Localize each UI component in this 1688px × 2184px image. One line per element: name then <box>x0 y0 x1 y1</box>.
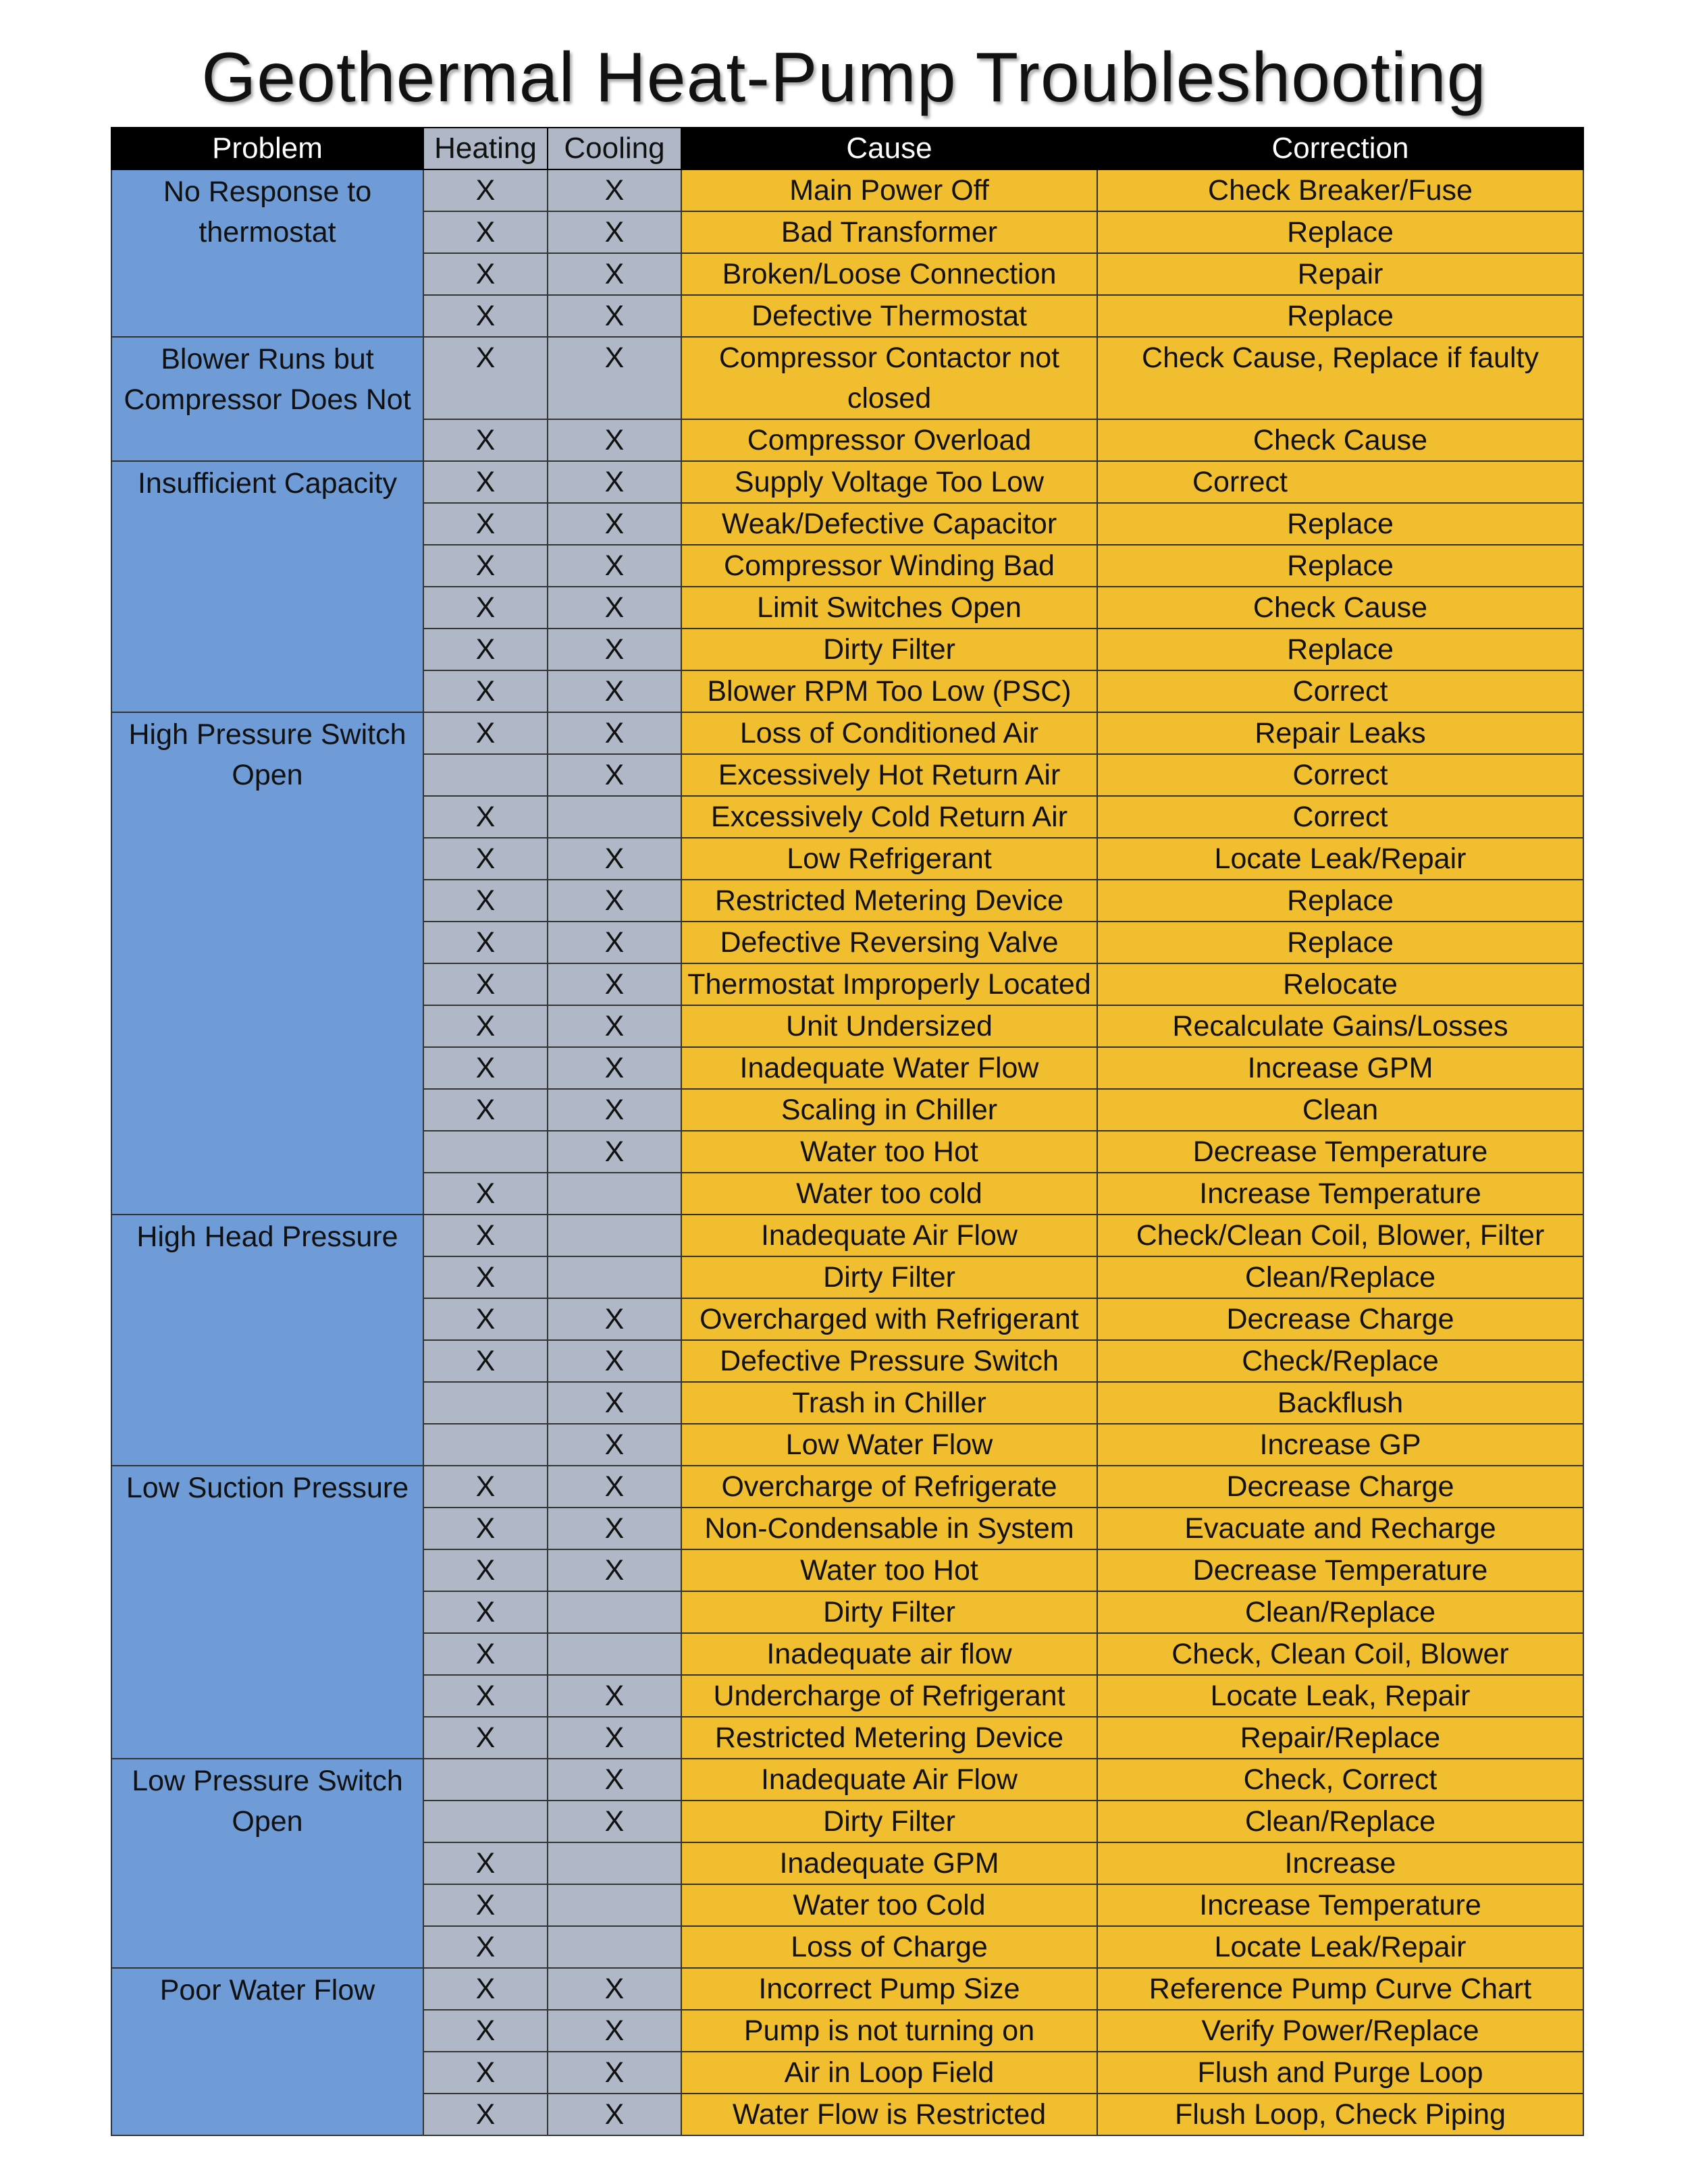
table-row <box>111 712 1583 754</box>
table-row <box>111 169 1583 211</box>
cause-cell: Blower RPM Too Low (PSC) <box>681 670 1097 712</box>
cooling-mark <box>548 796 681 838</box>
problem-cell: Poor Water Flow <box>111 1968 423 2135</box>
heating-mark: X <box>423 169 548 211</box>
correction-cell: Correct <box>1097 796 1583 838</box>
cause-cell: Water Flow is Restricted <box>681 2094 1097 2135</box>
page-title: Geothermal Heat-Pump Troubleshooting <box>201 38 1487 117</box>
cooling-mark: X <box>548 1466 681 1508</box>
cooling-mark: X <box>548 1717 681 1759</box>
correction-cell: Increase Temperature <box>1097 1173 1583 1215</box>
cause-cell: Limit Switches Open <box>681 587 1097 629</box>
heating-mark: X <box>423 1591 548 1633</box>
heating-mark <box>423 1801 548 1842</box>
cause-cell: Scaling in Chiller <box>681 1089 1097 1131</box>
cooling-mark: X <box>548 922 681 963</box>
cooling-mark: X <box>548 1089 681 1131</box>
correction-cell: Replace <box>1097 629 1583 670</box>
cause-cell: Unit Undersized <box>681 1005 1097 1047</box>
heating-mark: X <box>423 461 548 503</box>
cooling-mark: X <box>548 754 681 796</box>
cooling-mark: X <box>548 1801 681 1842</box>
cooling-mark <box>548 1256 681 1298</box>
table-row <box>111 1215 1583 1256</box>
heating-mark: X <box>423 1256 548 1298</box>
heating-mark: X <box>423 1508 548 1549</box>
cause-cell: Dirty Filter <box>681 1256 1097 1298</box>
cause-cell: Inadequate Air Flow <box>681 1215 1097 1256</box>
correction-cell: Replace <box>1097 503 1583 545</box>
heating-mark: X <box>423 1717 548 1759</box>
heating-mark: X <box>423 1340 548 1382</box>
cause-cell: Water too Cold <box>681 1884 1097 1926</box>
heating-mark: X <box>423 1089 548 1131</box>
cooling-mark: X <box>548 461 681 503</box>
cause-cell: Thermostat Improperly Located <box>681 963 1097 1005</box>
cause-cell: Dirty Filter <box>681 1801 1097 1842</box>
cause-cell: Low Water Flow <box>681 1424 1097 1466</box>
heating-mark: X <box>423 2052 548 2094</box>
header-heating: Heating <box>423 128 548 169</box>
correction-cell: Increase <box>1097 1842 1583 1884</box>
correction-cell: Increase GP <box>1097 1424 1583 1466</box>
cooling-mark: X <box>548 1298 681 1340</box>
cooling-mark: X <box>548 2094 681 2135</box>
header-problem: Problem <box>111 128 423 169</box>
cause-cell: Non-Condensable in System <box>681 1508 1097 1549</box>
problem-cell: Insufficient Capacity <box>111 461 423 712</box>
problem-cell: High Head Pressure <box>111 1215 423 1466</box>
correction-cell: Correct <box>1097 754 1583 796</box>
cooling-mark <box>548 1884 681 1926</box>
correction-cell: Replace <box>1097 295 1583 337</box>
cooling-mark: X <box>548 419 681 461</box>
correction-cell: Flush and Purge Loop <box>1097 2052 1583 2094</box>
cooling-mark: X <box>548 1675 681 1717</box>
correction-cell: Flush Loop, Check Piping <box>1097 2094 1583 2135</box>
cooling-mark: X <box>548 712 681 754</box>
cause-cell: Loss of Charge <box>681 1926 1097 1968</box>
correction-cell: Decrease Temperature <box>1097 1549 1583 1591</box>
heating-mark: X <box>423 211 548 253</box>
heating-mark: X <box>423 545 548 587</box>
cooling-mark: X <box>548 545 681 587</box>
correction-cell: Replace <box>1097 211 1583 253</box>
heating-mark: X <box>423 922 548 963</box>
correction-cell: Clean/Replace <box>1097 1256 1583 1298</box>
correction-cell: Check, Correct <box>1097 1759 1583 1801</box>
heating-mark: X <box>423 253 548 295</box>
cooling-mark: X <box>548 337 681 419</box>
correction-cell: Check Breaker/Fuse <box>1097 169 1583 211</box>
cooling-mark: X <box>548 629 681 670</box>
correction-cell: Decrease Charge <box>1097 1466 1583 1508</box>
cause-cell: Defective Reversing Valve <box>681 922 1097 963</box>
cause-cell: Broken/Loose Connection <box>681 253 1097 295</box>
correction-cell: Backflush <box>1097 1382 1583 1424</box>
heating-mark: X <box>423 1298 548 1340</box>
table-row <box>111 1466 1583 1508</box>
correction-cell: Decrease Temperature <box>1097 1131 1583 1173</box>
heating-mark <box>423 754 548 796</box>
correction-cell: Locate Leak, Repair <box>1097 1675 1583 1717</box>
table-row <box>111 337 1583 419</box>
heating-mark: X <box>423 1884 548 1926</box>
cooling-mark: X <box>548 1047 681 1089</box>
cause-cell: Water too cold <box>681 1173 1097 1215</box>
cooling-mark: X <box>548 1340 681 1382</box>
cooling-mark: X <box>548 670 681 712</box>
cause-cell: Compressor Contactor not closed <box>681 337 1097 419</box>
header-cooling: Cooling <box>548 128 681 169</box>
correction-cell: Check/Replace <box>1097 1340 1583 1382</box>
correction-cell: Repair <box>1097 253 1583 295</box>
correction-cell: Clean <box>1097 1089 1583 1131</box>
cause-cell: Excessively Cold Return Air <box>681 796 1097 838</box>
header-correction: Correction <box>1097 128 1583 169</box>
cooling-mark <box>548 1173 681 1215</box>
cause-cell: Bad Transformer <box>681 211 1097 253</box>
cooling-mark: X <box>548 2010 681 2052</box>
correction-cell: Evacuate and Recharge <box>1097 1508 1583 1549</box>
heating-mark: X <box>423 1005 548 1047</box>
cause-cell: Inadequate GPM <box>681 1842 1097 1884</box>
cause-cell: Excessively Hot Return Air <box>681 754 1097 796</box>
heating-mark: X <box>423 1215 548 1256</box>
cause-cell: Dirty Filter <box>681 629 1097 670</box>
correction-cell: Locate Leak/Repair <box>1097 1926 1583 1968</box>
correction-cell: Reference Pump Curve Chart <box>1097 1968 1583 2010</box>
correction-cell: Recalculate Gains/Losses <box>1097 1005 1583 1047</box>
problem-cell: No Response to thermostat <box>111 169 423 337</box>
correction-cell: Correct <box>1097 461 1583 503</box>
cooling-mark: X <box>548 1508 681 1549</box>
cooling-mark: X <box>548 1382 681 1424</box>
heating-mark: X <box>423 295 548 337</box>
cooling-mark: X <box>548 253 681 295</box>
correction-cell: Check Cause <box>1097 419 1583 461</box>
cause-cell: Pump is not turning on <box>681 2010 1097 2052</box>
cooling-mark: X <box>548 169 681 211</box>
heating-mark: X <box>423 1675 548 1717</box>
cause-cell: Compressor Overload <box>681 419 1097 461</box>
heating-mark: X <box>423 1549 548 1591</box>
correction-cell: Repair/Replace <box>1097 1717 1583 1759</box>
correction-cell: Replace <box>1097 880 1583 922</box>
heating-mark: X <box>423 1968 548 2010</box>
heating-mark: X <box>423 670 548 712</box>
cause-cell: Water too Hot <box>681 1131 1097 1173</box>
cause-cell: Incorrect Pump Size <box>681 1968 1097 2010</box>
problem-cell: Low Pressure Switch Open <box>111 1759 423 1968</box>
table-row <box>111 461 1583 503</box>
cause-cell: Supply Voltage Too Low <box>681 461 1097 503</box>
cause-cell: Overcharge of Refrigerate <box>681 1466 1097 1508</box>
correction-cell: Replace <box>1097 545 1583 587</box>
heating-mark: X <box>423 880 548 922</box>
cooling-mark: X <box>548 1131 681 1173</box>
header-cause: Cause <box>681 128 1097 169</box>
correction-cell: Clean/Replace <box>1097 1801 1583 1842</box>
cause-cell: Loss of Conditioned Air <box>681 712 1097 754</box>
heating-mark: X <box>423 419 548 461</box>
correction-cell: Replace <box>1097 922 1583 963</box>
cause-cell: Inadequate air flow <box>681 1633 1097 1675</box>
cause-cell: Weak/Defective Capacitor <box>681 503 1097 545</box>
cooling-mark: X <box>548 1424 681 1466</box>
cooling-mark: X <box>548 1005 681 1047</box>
heating-mark: X <box>423 1842 548 1884</box>
heating-mark: X <box>423 337 548 419</box>
cooling-mark <box>548 1842 681 1884</box>
cooling-mark: X <box>548 2052 681 2094</box>
table-body <box>111 169 1583 2135</box>
heating-mark: X <box>423 712 548 754</box>
cooling-mark: X <box>548 1759 681 1801</box>
cause-cell: Defective Pressure Switch <box>681 1340 1097 1382</box>
cause-cell: Trash in Chiller <box>681 1382 1097 1424</box>
header-row <box>111 128 1583 169</box>
correction-cell: Increase Temperature <box>1097 1884 1583 1926</box>
table-row <box>111 1968 1583 2010</box>
cause-cell: Air in Loop Field <box>681 2052 1097 2094</box>
heating-mark: X <box>423 629 548 670</box>
cooling-mark: X <box>548 211 681 253</box>
correction-cell: Check, Clean Coil, Blower <box>1097 1633 1583 1675</box>
correction-cell: Check Cause <box>1097 587 1583 629</box>
correction-cell: Check Cause, Replace if faulty <box>1097 337 1583 419</box>
correction-cell: Verify Power/Replace <box>1097 2010 1583 2052</box>
correction-cell: Clean/Replace <box>1097 1591 1583 1633</box>
heating-mark: X <box>423 963 548 1005</box>
problem-cell: High Pressure Switch Open <box>111 712 423 1215</box>
heating-mark: X <box>423 2010 548 2052</box>
cause-cell: Inadequate Air Flow <box>681 1759 1097 1801</box>
cooling-mark: X <box>548 503 681 545</box>
cause-cell: Water too Hot <box>681 1549 1097 1591</box>
cooling-mark <box>548 1215 681 1256</box>
cooling-mark <box>548 1591 681 1633</box>
cause-cell: Defective Thermostat <box>681 295 1097 337</box>
cooling-mark <box>548 1633 681 1675</box>
heating-mark <box>423 1759 548 1801</box>
table-row <box>111 1759 1583 1801</box>
cause-cell: Compressor Winding Bad <box>681 545 1097 587</box>
cooling-mark: X <box>548 963 681 1005</box>
cooling-mark: X <box>548 295 681 337</box>
cause-cell: Dirty Filter <box>681 1591 1097 1633</box>
cause-cell: Overcharged with Refrigerant <box>681 1298 1097 1340</box>
correction-cell: Check/Clean Coil, Blower, Filter <box>1097 1215 1583 1256</box>
cooling-mark: X <box>548 587 681 629</box>
heating-mark <box>423 1382 548 1424</box>
cooling-mark: X <box>548 1968 681 2010</box>
heating-mark: X <box>423 1633 548 1675</box>
correction-cell: Decrease Charge <box>1097 1298 1583 1340</box>
heating-mark: X <box>423 503 548 545</box>
correction-cell: Correct <box>1097 670 1583 712</box>
problem-cell: Blower Runs but Compressor Does Not <box>111 337 423 461</box>
correction-cell: Increase GPM <box>1097 1047 1583 1089</box>
cause-cell: Main Power Off <box>681 169 1097 211</box>
heating-mark: X <box>423 1173 548 1215</box>
problem-cell: Low Suction Pressure <box>111 1466 423 1759</box>
correction-cell: Relocate <box>1097 963 1583 1005</box>
heating-mark: X <box>423 2094 548 2135</box>
cooling-mark: X <box>548 880 681 922</box>
cooling-mark: X <box>548 1549 681 1591</box>
cause-cell: Restricted Metering Device <box>681 880 1097 922</box>
troubleshooting-table <box>111 127 1584 2136</box>
heating-mark <box>423 1131 548 1173</box>
heating-mark: X <box>423 796 548 838</box>
heating-mark: X <box>423 587 548 629</box>
correction-cell: Locate Leak/Repair <box>1097 838 1583 880</box>
cause-cell: Low Refrigerant <box>681 838 1097 880</box>
cooling-mark <box>548 1926 681 1968</box>
cause-cell: Restricted Metering Device <box>681 1717 1097 1759</box>
cause-cell: Undercharge of Refrigerant <box>681 1675 1097 1717</box>
cooling-mark: X <box>548 838 681 880</box>
heating-mark: X <box>423 1047 548 1089</box>
heating-mark <box>423 1424 548 1466</box>
heating-mark: X <box>423 1466 548 1508</box>
heating-mark: X <box>423 1926 548 1968</box>
cause-cell: Inadequate Water Flow <box>681 1047 1097 1089</box>
correction-cell: Repair Leaks <box>1097 712 1583 754</box>
heating-mark: X <box>423 838 548 880</box>
